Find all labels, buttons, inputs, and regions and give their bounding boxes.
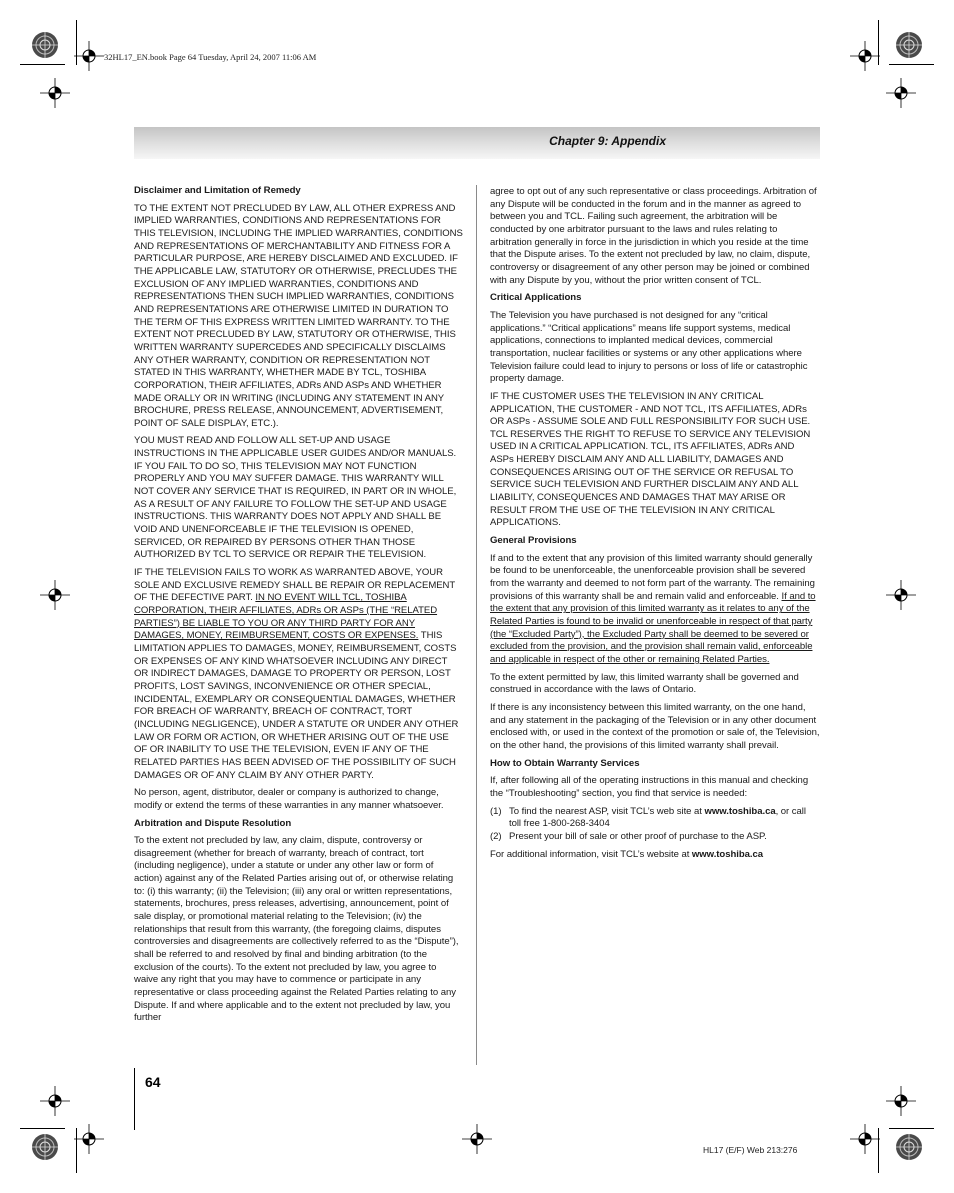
crosshair-mark-bottom-left xyxy=(40,1086,70,1116)
crop-line xyxy=(878,1128,879,1173)
liability-underlined-text: IN NO EVENT WILL TCL, TOSHIBA CORPORATION, THEIR AFFILIATES, ADRs OR ASPs (THE “RELATED PARTIES”) BE LIABLE TO YOU OR ANY THIRD PARTY FOR ANY DAMAGES, MONEY, REIMBURSEMENT, COSTS OR EXPENSES. xyxy=(134,592,438,642)
footer-print-code: HL17 (E/F) Web 213:276 xyxy=(703,1145,798,1155)
additional-information xyxy=(490,849,820,862)
column-divider xyxy=(476,185,477,1065)
crop-line xyxy=(889,1128,934,1129)
crop-line xyxy=(20,1128,65,1129)
print-info: 32HL17_EN.book Page 64 Tuesday, April 24, 2007 11:06 AM xyxy=(104,52,317,62)
disclaimer-paragraph-3 xyxy=(134,567,463,782)
crosshair-mark-bottom-center xyxy=(462,1124,492,1154)
step-text-part: , or call toll free 1-800-268-3404 xyxy=(509,805,806,830)
registration-target-top-right xyxy=(894,30,924,60)
crosshair-mark-bottom-right-upper xyxy=(886,1086,916,1116)
critical-applications-heading: Critical Applications xyxy=(490,292,582,304)
critical-applications-paragraph-1: The Television you have purchased is not designed for any “critical applications.” “Critical applications” means life support systems, medical applications, connections to implanted medical devices, commercial transportation, nuclear facilities or systems or any other applications where Television failure could lead to injury to persons or loss of life or catastrophic property damage. xyxy=(490,309,808,385)
warranty-services-intro: If, after following all of the operating instructions in this manual and checking the “Troubleshooting” section, you find that service is needed: xyxy=(490,775,809,799)
disclaimer-paragraph-1: TO THE EXTENT NOT PRECLUDED BY LAW, ALL OTHER EXPRESS AND IMPLIED WARRANTIES, CONDITIONS AND REPRESENTATIONS FOR THIS TELEVISION, INCLUDING THE IMPLIED WARRANTIES, CONDITIONS AND REPRESENTATIONS OF MERCHANTABILITY AND FITNESS FOR A PARTICULAR PURPOSE, ARE HEREBY DISCLAIMED AND EXCLUDED. IF THE APPLICABLE LAW, STATUTORY OR OTHERWISE, PRECLUDES THE EXCLUSION OF ANY IMPLIED WARRANTIES, CONDITIONS AND REPRESENTATIONS THEN SUCH IMPLIED WARRANTIES, CONDITIONS AND REPRESENTATIONS ARE OTHERWISE LIMITED IN DURATION TO THE TERM OF THIS EXPRESS WRITTEN LIMITED WARRANTY. TO THE EXTENT NOT PRECLUDED BY LAW, STATUTORY OR OTHERWISE, THIS WRITTEN WARRANTY SUPERCEDES AND SPECIFICALLY DISCLAIMS ANY OTHER WARRANTY, CONDITION OR REPRESENTATION NOT STATED IN THIS WARRANTY, WHETHER MADE BY TCL, TOSHIBA CORPORATION, THEIR AFFILIATES, ADRs AND ASPs AND WHETHER MADE ORALLY OR IN WRITING (INCLUDING ANY STATEMENT IN ANY BROCHURE, PRESS RELEASE, ANNOUNCEMENT, ADVERTISEMENT, POINT OF SALE DISPLAY, ETC.). xyxy=(134,202,463,429)
additional-information-text: For additional information, visit TCL’s website at xyxy=(490,848,692,860)
crop-line xyxy=(889,64,934,65)
chapter-header-band xyxy=(134,127,820,159)
crosshair-mark-bottom-center-left xyxy=(74,1124,104,1154)
crop-line xyxy=(76,20,77,65)
registration-target-bottom-left xyxy=(30,1132,60,1162)
arbitration-paragraph-1: To the extent not precluded by law, any claim, dispute, controversy or disagreement (whether for breach of warranty, breach of contract, tort (including negligence), under a statute or under any other law or form of action) against any of the Related Parties arising out of, or otherwise relating to: (i) this warranty; (ii) the Television; (iii) any oral or written representations, statements, brochures, press releases, advertising, announcement, point of sale display, or promotional material relating to the Television; (iv) the relationships that result from this warranty, (the foregoing claims, disputes controversies and disagreements are collectively referred to as the “Dispute”), shall be referred to and resolved by final and binding arbitration (to the exclusion of the courts). To the extent not precluded by law, you agree to waive any right that you may have to commence or participate in any representative or class proceeding against the Related Parties relating to any Dispute. If and where applicable and to the extent not precluded by law, you further xyxy=(134,835,459,1024)
disclaimer-paragraph-2: YOU MUST READ AND FOLLOW ALL SET-UP AND USAGE INSTRUCTIONS IN THE APPLICABLE USER GUIDES AND/OR MANUALS. IF YOU FAIL TO DO SO, THIS TELEVISION MAY NOT FUNCTION PROPERLY AND YOU MAY SUFFER DAMAGE. THIS WARRANTY WILL NOT COVER ANY SERVICE THAT IS REQUIRED, IN PART OR IN WHOLE, AS A RESULT OF ANY FAILURE TO FOLLOW THE SET-UP AND USAGE INSTRUCTIONS. THIS WARRANTY DOES NOT APPLY AND SHALL BE VOID AND UNENFORCEABLE IF THE TELEVISION IS OPENED, SERVICED, OR REPAIRED BY PERSONS OTHER THAN THOSE AUTHORIZED BY TCL TO SERVICE OR REPAIR THE TELEVISION. xyxy=(134,435,457,561)
crosshair-mark-middle-left xyxy=(40,580,70,610)
general-provisions-heading: General Provisions xyxy=(490,535,577,547)
crosshair-mark-top-right-lower xyxy=(886,78,916,108)
step-text-part: To find the nearest ASP, visit TCL’s web site at xyxy=(509,805,705,817)
general-provisions-paragraph-2: To the extent permitted by law, this limited warranty shall be governed and construed in accordance with the laws of Ontario. xyxy=(490,671,799,696)
warranty-services-heading: How to Obtain Warranty Services xyxy=(490,757,640,769)
critical-applications-paragraph-2: IF THE CUSTOMER USES THE TELEVISION IN ANY CRITICAL APPLICATION, THE CUSTOMER - AND NOT TCL, ITS AFFILIATES, ADRs OR ASPs - ASSUME SOLE AND FULL RESPONSIBILITY FOR SUCH USE. TCL RESERVES THE RIGHT TO REFUSE TO SERVICE ANY TELEVISION USED IN A CRITICAL APPLICATION. TCL, ITS AFFILIATES, ADRs AND ASPs HEREBY DISCLAIM ANY AND ALL LIABILITY, DAMAGES AND CONSEQUENCES ARISING OUT OF THE SERVICE OR REFUSAL TO SERVICE SUCH TELEVISION AND FURTHER DISCLAIM ANY AND ALL LIABILITY, CONSEQUENCES AND DAMAGES THAT MAY ARISE OR RESULT FROM THE USE OF THE TELEVISION IN ANY CRITICAL APPLICATIONS. xyxy=(490,390,811,529)
limitation-text: THIS LIMITATION APPLIES TO DAMAGES, MONEY, REIMBURSEMENT, COSTS OR EXPENSES OF ANY KIND WHATSOEVER INCLUDING ANY DIRECT OR INDIRECT DAMAGES, DAMAGE TO PROPERTY OR PERSON, LOST PROFITS, LOST SAVINGS, INCONVENIENCE OR OTHER SPECIAL, INCIDENTAL, EXEMPLARY OR CONSEQUENTIAL DAMAGES, WHETHER FOR BREACH OF WARRANTY, BREACH OF CONTRACT, TORT (INCLUDING NEGLIGENCE), UNDER A STATUTE OR UNDER ANY OTHER LAW OR FORM OR ACTION, OR WHETHER ARISING OUT OF THE USE OF OR INABILITY TO USE THE TELEVISION, EVEN IF ANY OF THE RELATED PARTIES HAS BEEN ADVISED OF THE POSSIBILITY OF SUCH DAMAGES OR OF ANY CLAIM BY ANY OTHER PARTY. xyxy=(134,630,459,781)
registration-target-bottom-right xyxy=(894,1132,924,1162)
step-number: (1) xyxy=(490,805,502,817)
crosshair-mark-bottom-right xyxy=(850,1124,880,1154)
general-provisions-paragraph-3: If there is any inconsistency between this limited warranty, on the one hand, and any statement in the packaging of the Television or in any other document enclosed with, or used in the context of the promotion or sale of, the Television, on the other hand, the provisions of this limited warranty shall prevail. xyxy=(490,701,820,751)
crosshair-mark-top-left xyxy=(40,78,70,108)
chapter-title: Chapter 9: Appendix xyxy=(549,134,666,148)
warranty-services-step-2 xyxy=(490,831,820,844)
page-number: 64 xyxy=(145,1074,161,1090)
step-text: Present your bill of sale or other proof of purchase to the ASP. xyxy=(509,830,767,842)
left-column xyxy=(134,185,463,1030)
arbitration-heading: Arbitration and Dispute Resolution xyxy=(134,817,292,829)
disclaimer-paragraph-4: No person, agent, distributor, dealer or company is authorized to change, modify or extend the terms of these warranties in any manner whatsoever. xyxy=(134,787,444,811)
severability-text: If and to the extent that any provision of this limited warranty should generally be found to be unenforceable, the unenforceable provision shall be severed from the warranty and deemed to not form part of the warranty. The remaining provisions of this warranty shall be and remain valid and enforceable. xyxy=(490,552,815,602)
step-text xyxy=(509,806,820,831)
right-column xyxy=(490,186,820,866)
general-provisions-paragraph-1 xyxy=(490,553,820,667)
warranty-services-step-1 xyxy=(490,806,820,831)
remedy-text: IF THE TELEVISION FAILS TO WORK AS WARRANTED ABOVE, YOUR SOLE AND EXCLUSIVE REMEDY SHALL BE REPAIR OR REPLACEMENT OF THE DEFECTIVE PART. xyxy=(134,567,456,604)
toshiba-website-link[interactable]: www.toshiba.ca xyxy=(704,805,776,817)
crosshair-mark-top-right xyxy=(850,41,880,71)
crosshair-mark-middle-right xyxy=(886,580,916,610)
excluded-party-underlined-text: If and to the extent that any provision of this limited warranty as it relates to any of the Related Parties is found to be invalid or unenforceable in respect of that party (the “Excluded Party”), the Excluded Party shall be deemed to be severed or excluded from the provision, and the provision shall remain valid, enforceable and applicable in respect of the other or remaining Related Parties. xyxy=(490,590,816,665)
crop-line xyxy=(76,1128,77,1173)
page-number-rule xyxy=(134,1068,135,1130)
disclaimer-heading: Disclaimer and Limitation of Remedy xyxy=(134,185,301,196)
arbitration-continued: agree to opt out of any such representative or class proceedings. Arbitration of any Dispute will be conducted in the forum and in the manner as agreed to between you and TCL. Failing such agreement, the arbitration will be conducted by one arbitrator pursuant to the laws and rules relating to arbitration generally in force in the jurisdiction in which you reside at the time that the Dispute arises. To the extent not precluded by law, no claim, dispute, controversy or disagreement of any other person may be joined or combined with any Dispute by you, without the prior written consent of TCL. xyxy=(490,186,817,286)
crosshair-mark-top-center-left xyxy=(74,41,104,71)
crop-line xyxy=(878,20,879,65)
registration-target-top-left xyxy=(30,30,60,60)
crop-line xyxy=(20,64,65,65)
toshiba-website-link[interactable]: www.toshiba.ca xyxy=(691,848,764,860)
step-number: (2) xyxy=(490,830,502,842)
